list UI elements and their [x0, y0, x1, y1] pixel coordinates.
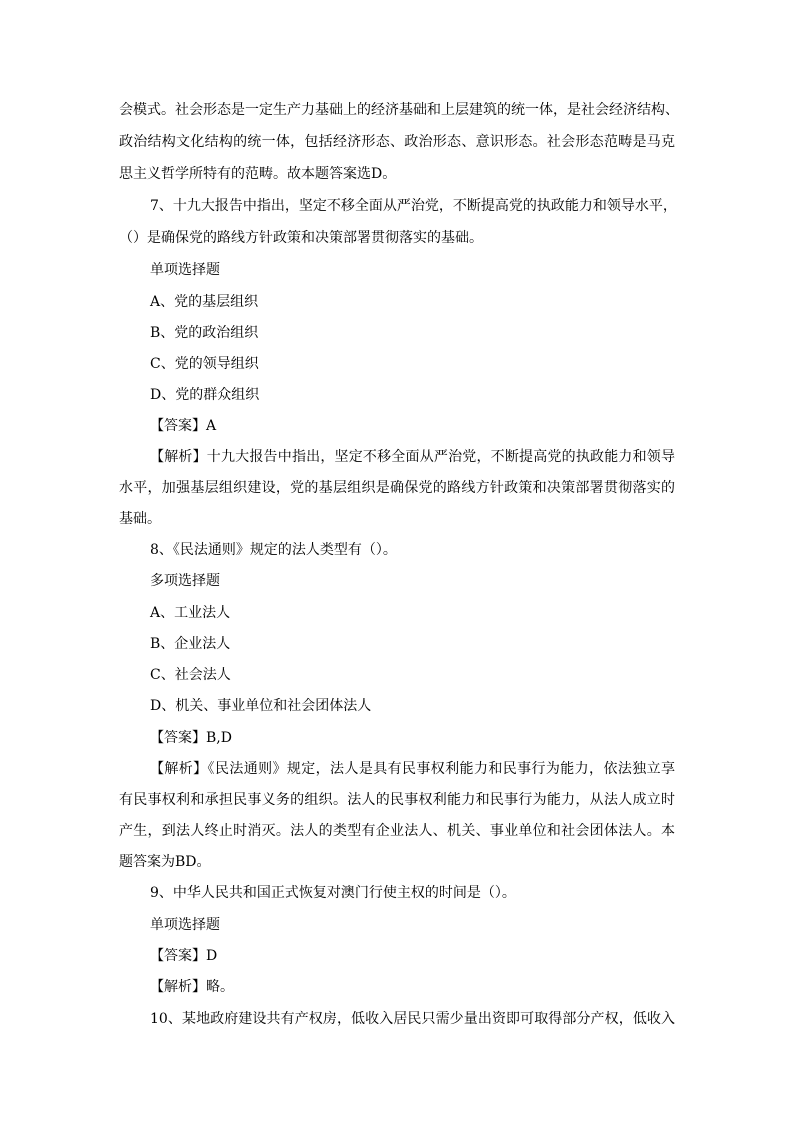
q8-stem: 8、《民法通则》规定的法人类型有（）。: [150, 542, 397, 558]
q7-answer: 【答案】A: [150, 418, 217, 434]
q7-option-b: B、党的政治组织: [150, 325, 259, 341]
q8-explanation-line-3: 产生，到法人终止时消灭。法人的类型有企业法人、机关、事业单位和社会团体法人。本: [119, 823, 675, 839]
q8-explanation-line-2: 有民事权利和承担民事义务的组织。法人的民事权利能力和民事行为能力，从法人成立时: [119, 792, 675, 808]
q9-answer: 【答案】D: [150, 948, 218, 964]
q7-explanation-line-3: 基础。: [119, 511, 161, 527]
q8-option-c: C、社会法人: [150, 667, 231, 683]
q7-option-d: D、党的群众组织: [150, 387, 260, 403]
q8-option-a: A、工业法人: [150, 605, 231, 621]
q8-question-type: 多项选择题: [150, 573, 220, 589]
q9-explanation: 【解析】略。: [150, 979, 234, 995]
q7-stem-line-1: 7、十九大报告中指出，坚定不移全面从严治党，不断提高党的执政能力和领导水平，: [150, 198, 677, 214]
q8-option-d: D、机关、事业单位和社会团体法人: [150, 698, 372, 714]
q7-explanation-line-1: 【解析】十九大报告中指出，坚定不移全面从严治党，不断提高党的执政能力和领导: [150, 449, 675, 465]
q8-explanation-line-4: 题答案为BD。: [119, 854, 211, 870]
q8-option-b: B、企业法人: [150, 636, 231, 652]
q8-explanation-line-1: 【解析】《民法通则》规定，法人是具有民事权利能力和民事行为能力，依法独立享: [150, 761, 675, 777]
q7-option-a: A、党的基层组织: [150, 294, 259, 310]
intro-line-1: 会模式。社会形态是一定生产力基础上的经济基础和上层建筑的统一体，是社会经济结构、: [119, 102, 679, 118]
intro-line-3: 思主义哲学所特有的范畴。故本题答案选D。: [119, 166, 397, 182]
q7-stem-line-2: （）是确保党的路线方针政策和决策部署贯彻落实的基础。: [119, 230, 483, 246]
q7-question-type: 单项选择题: [150, 262, 220, 278]
intro-line-2: 政治结构文化结构的统一体，包括经济形态、政治形态、意识形态。社会形态范畴是马克: [119, 134, 675, 150]
q9-question-type: 单项选择题: [150, 917, 220, 933]
q10-stem-line-1: 10、某地政府建设共有产权房，低收入居民只需少量出资即可取得部分产权，低收入: [150, 1011, 675, 1027]
q9-stem: 9、中华人民共和国正式恢复对澳门行使主权的时间是（）。: [150, 885, 516, 901]
q7-option-c: C、党的领导组织: [150, 356, 259, 372]
q7-explanation-line-2: 水平，加强基层组织建设，党的基层组织是确保党的路线方针政策和决策部署贯彻落实的: [119, 480, 675, 496]
q8-answer: 【答案】B,D: [150, 730, 232, 746]
